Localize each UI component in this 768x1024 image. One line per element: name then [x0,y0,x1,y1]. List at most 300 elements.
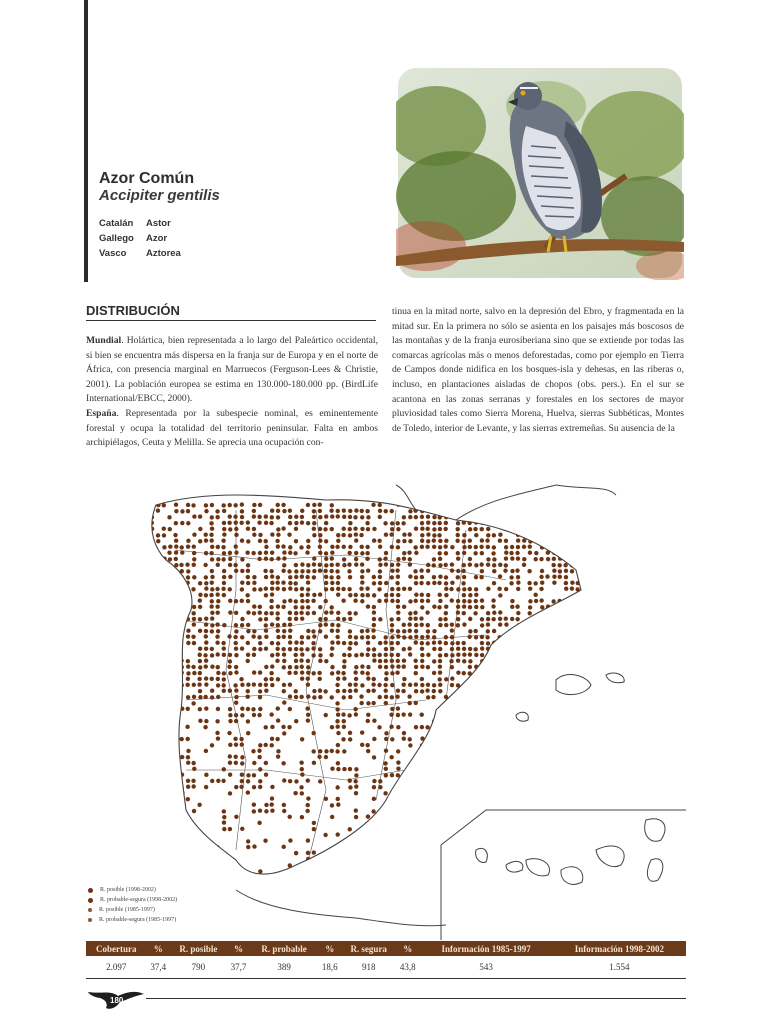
occurrence-dot [456,575,460,579]
occurrence-dot [575,617,579,621]
occurrence-dot [180,791,184,795]
occurrence-dot [269,677,273,681]
occurrence-dot [335,725,339,729]
occurrence-dot [474,730,478,734]
occurrence-dot [191,587,195,591]
occurrence-dot [168,700,172,704]
occurrence-dot [227,521,231,525]
occurrence-dot [426,653,430,657]
occurrence-dot [150,767,154,771]
occurrence-dot [162,605,166,609]
occurrence-dot [456,773,460,777]
occurrence-dot [221,641,225,645]
occurrence-dot [582,785,586,789]
occurrence-dot [420,755,424,759]
occurrence-dot [390,671,394,675]
occurrence-dot [258,779,262,783]
occurrence-dot [582,767,586,771]
occurrence-dot [353,598,357,602]
occurrence-dot [474,605,478,609]
occurrence-dot [576,671,580,675]
occurrence-dot [564,532,568,536]
occurrence-dot [402,659,406,663]
occurrence-dot [149,545,153,549]
occurrence-dot [384,695,388,699]
occurrence-dot [552,808,556,812]
occurrence-dot [168,731,172,735]
occurrence-dot [564,527,568,531]
occurrence-dot [366,749,370,753]
occurrence-dot [474,665,478,669]
occurrence-dot [318,695,322,699]
occurrence-dot [570,773,574,777]
occurrence-dot [498,539,502,543]
legend-item [88,885,177,895]
occurrence-dot [324,713,328,717]
occurrence-dot [390,599,394,603]
occurrence-dot [287,532,291,536]
occurrence-dot [432,521,436,525]
occurrence-dot [582,791,586,795]
paragraph-label: España [86,407,117,419]
occurrence-dot [354,562,358,566]
occurrence-dot [420,779,424,783]
occurrence-dot [270,557,274,561]
occurrence-dot [209,593,213,597]
occurrence-dot [288,617,292,621]
occurrence-dot [174,629,178,633]
occurrence-dot [174,557,178,561]
occurrence-dot [528,784,532,788]
occurrence-dot [275,616,279,620]
occurrence-dot [270,653,274,657]
occurrence-dot [192,809,196,813]
occurrence-dot [324,875,328,879]
occurrence-dot [480,617,484,621]
occurrence-dot [473,611,477,615]
legend-item [88,895,177,905]
occurrence-dot [348,641,352,645]
occurrence-dot [509,784,513,788]
table-row [86,956,686,979]
occurrence-dot [522,695,526,699]
occurrence-dot [552,557,556,561]
occurrence-dot [384,773,388,777]
occurrence-dot [426,695,430,699]
occurrence-dot [414,785,418,789]
occurrence-dot [252,761,256,765]
occurrence-dot [504,761,508,765]
occurrence-dot [246,682,250,686]
occurrence-dot [336,802,340,806]
occurrence-dot [312,761,316,765]
occurrence-dot [432,515,436,519]
occurrence-dot [468,737,472,741]
occurrence-dot [239,677,243,681]
occurrence-dot [317,755,321,759]
occurrence-dot [228,863,232,867]
occurrence-dot [569,767,573,771]
occurrence-dot [179,737,183,741]
occurrence-dot [534,527,538,531]
occurrence-dot [437,551,441,555]
occurrence-dot [269,599,273,603]
occurrence-dot [185,683,189,687]
occurrence-dot [179,629,183,633]
occurrence-dot [336,862,340,866]
occurrence-dot [150,773,154,777]
occurrence-dot [521,791,525,795]
occurrence-dot [228,791,232,795]
occurrence-dot [540,653,544,657]
occurrence-dot [372,797,376,801]
occurrence-dot [396,562,400,566]
occurrence-dot [510,635,514,639]
occurrence-dot [486,641,490,645]
occurrence-dot [306,592,310,596]
statistics-table [86,941,686,979]
occurrence-dot [420,725,424,729]
occurrence-dot [371,682,375,686]
occurrence-dot [360,743,364,747]
occurrence-dot [372,527,376,531]
occurrence-dot [455,539,459,543]
occurrence-dot [246,731,250,735]
occurrence-dot [545,527,549,531]
occurrence-dot [402,556,406,560]
occurrence-dot [341,671,345,675]
occurrence-dot [228,743,232,747]
occurrence-dot [408,652,412,656]
occurrence-dot [443,617,447,621]
occurrence-dot [281,526,285,530]
occurrence-dot [564,646,568,650]
occurrence-dot [534,532,538,536]
paragraph-espana [86,407,378,451]
occurrence-dot [533,581,537,585]
occurrence-dot [414,635,418,639]
occurrence-dot [240,617,244,621]
occurrence-dot [192,767,196,771]
occurrence-dot [306,796,310,800]
occurrence-dot [252,785,256,789]
occurrence-dot [378,839,382,843]
occurrence-dot [180,755,184,759]
occurrence-dot [402,731,406,735]
occurrence-dot [246,629,250,633]
occurrence-dot [570,515,574,519]
occurrence-dot [491,617,495,621]
occurrence-dot [246,581,250,585]
occurrence-dot [509,683,513,687]
occurrence-dot [366,676,370,680]
occurrence-dot [342,676,346,680]
occurrence-dot [203,563,207,567]
occurrence-dot [336,539,340,543]
occurrence-dot [467,599,471,603]
occurrence-dot [162,653,166,657]
occurrence-dot [173,833,177,837]
occurrence-dot [582,652,586,656]
occurrence-dot [432,545,436,549]
occurrence-dot [168,694,172,698]
occurrence-dot [540,569,544,573]
occurrence-dot [390,647,394,651]
occurrence-dot [408,875,412,879]
occurrence-dot [438,677,442,681]
occurrence-dot [534,623,538,627]
occurrence-dot [155,694,159,698]
occurrence-dot [174,725,178,729]
occurrence-dot [270,683,274,687]
occurrence-dot [246,790,250,794]
occurrence-dot [414,682,418,686]
occurrence-dot [282,778,286,782]
occurrence-dot [348,778,352,782]
occurrence-dot [336,587,340,591]
occurrence-dot [282,599,286,603]
occurrence-dot [305,809,309,813]
occurrence-dot [504,556,508,560]
occurrence-dot [222,551,226,555]
occurrence-dot [450,713,454,717]
occurrence-dot [420,689,424,693]
occurrence-dot [162,665,166,669]
occurrence-dot [204,532,208,536]
occurrence-dot [420,575,424,579]
occurrence-dot [258,743,262,747]
occurrence-dot [282,700,286,704]
occurrence-dot [348,545,352,549]
occurrence-dot [575,508,579,512]
occurrence-dot [456,724,460,728]
occurrence-dot [438,748,442,752]
occurrence-dot [180,550,184,554]
occurrence-dot [378,503,382,507]
occurrence-dot [300,641,304,645]
occurrence-dot [222,671,226,675]
occurrence-dot [377,725,381,729]
occurrence-dot [360,575,364,579]
occurrence-dot [522,557,526,561]
occurrence-dot [540,503,544,507]
occurrence-dot [516,670,520,674]
occurrence-dot [419,616,423,620]
occurrence-dot [395,827,399,831]
occurrence-dot [546,683,550,687]
occurrence-dot [312,503,316,507]
occurrence-dot [492,509,496,513]
occurrence-dot [498,742,502,746]
occurrence-dot [522,647,526,651]
occurrence-dot [186,641,190,645]
occurrence-dot [306,521,310,525]
occurrence-dot [306,503,310,507]
occurrence-dot [480,670,484,674]
occurrence-dot [150,629,154,633]
occurrence-dot [371,503,375,507]
occurrence-dot [210,616,214,620]
occurrence-dot [402,629,406,633]
occurrence-dot [414,581,418,585]
occurrence-dot [311,749,315,753]
occurrence-dot [294,527,298,531]
occurrence-dot [336,767,340,771]
occurrence-dot [264,521,268,525]
occurrence-dot [198,695,202,699]
occurrence-dot [317,671,321,675]
occurrence-dot [306,635,310,639]
occurrence-dot [270,586,274,590]
occurrence-dot [191,869,195,873]
occurrence-dot [545,713,549,717]
occurrence-dot [209,538,213,542]
occurrence-dot [294,695,298,699]
occurrence-dot [156,689,160,693]
occurrence-dot [318,677,322,681]
occurrence-dot [582,664,586,668]
occurrence-dot [582,803,586,807]
occurrence-dot [294,640,298,644]
occurrence-dot [257,755,261,759]
occurrence-dot [234,755,238,759]
occurrence-dot [534,845,538,849]
occurrence-dot [534,599,538,603]
occurrence-dot [497,773,501,777]
occurrence-dot [396,599,400,603]
occurrence-dot [197,845,201,849]
occurrence-dot [204,646,208,650]
occurrence-dot [180,845,184,849]
occurrence-dot [240,713,244,717]
occurrence-dot [305,706,309,710]
occurrence-dot [312,562,316,566]
occurrence-dot [576,695,580,699]
occurrence-dot [551,563,555,567]
occurrence-dot [366,665,370,669]
occurrence-dot [221,545,225,549]
occurrence-dot [167,635,171,639]
occurrence-dot [438,527,442,531]
occurrence-dot [473,527,477,531]
occurrence-dot [186,521,190,525]
occurrence-dot [575,550,579,554]
occurrence-dot [258,707,262,711]
occurrence-dot [221,587,225,591]
occurrence-dot [443,544,447,548]
occurrence-dot [149,677,153,681]
occurrence-dot [354,784,358,788]
occurrence-dot [342,725,346,729]
occurrence-dot [396,611,400,615]
occurrence-dot [480,514,484,518]
occurrence-dot [312,556,316,560]
occurrence-dot [462,545,466,549]
occurrence-dot [504,509,508,513]
occurrence-dot [330,629,334,633]
occurrence-dot [228,557,232,561]
occurrence-dot [288,707,292,711]
occurrence-dot [516,520,520,524]
occurrence-dot [480,653,484,657]
occurrence-dot [347,551,351,555]
occurrence-dot [504,665,508,669]
occurrence-dot [552,629,556,633]
occurrence-dot [408,701,412,705]
occurrence-dot [234,815,238,819]
occurrence-dot [569,652,573,656]
occurrence-dot [275,539,279,543]
occurrence-dot [426,581,430,585]
occurrence-dot [534,641,538,645]
occurrence-dot [149,569,153,573]
occurrence-dot [144,665,148,669]
occurrence-dot [372,718,376,722]
occurrence-dot [390,527,394,531]
occurrence-dot [222,575,226,579]
occurrence-dot [246,689,250,693]
occurrence-dot [522,725,526,729]
occurrence-dot [216,707,220,711]
occurrence-dot [258,539,262,543]
occurrence-dot [210,599,214,603]
occurrence-dot [414,629,418,633]
occurrence-dot [312,527,316,531]
occurrence-dot [575,532,579,536]
occurrence-dot [384,767,388,771]
occurrence-dot [497,587,501,591]
occurrence-dot [498,760,502,764]
occurrence-dot [318,533,322,537]
occurrence-dot [173,671,177,675]
occurrence-dot [186,604,190,608]
occurrence-dot [396,587,400,591]
occurrence-dot [270,743,274,747]
occurrence-dot [191,761,195,765]
occurrence-dot [185,562,189,566]
occurrence-dot [492,671,496,675]
occurrence-dot [366,515,370,519]
occurrence-dot [221,503,225,507]
occurrence-dot [221,557,225,561]
occurrence-dot [269,605,273,609]
occurrence-dot [414,640,418,644]
occurrence-dot [522,545,526,549]
occurrence-dot [384,731,388,735]
section-rule [86,320,376,321]
occurrence-dot [312,821,316,825]
occurrence-dot [509,641,513,645]
occurrence-dot [168,586,172,590]
occurrence-dot [515,628,519,632]
occurrence-dot [456,784,460,788]
occurrence-dot [156,683,160,687]
occurrence-dot [360,551,364,555]
occurrence-dot [312,509,316,513]
occurrence-dot [162,635,166,639]
occurrence-dot [365,586,369,590]
occurrence-dot [246,773,250,777]
occurrence-dot [204,875,208,879]
occurrence-dot [396,725,400,729]
occurrence-dot [546,622,550,626]
occurrence-dot [192,557,196,561]
occurrence-dot [204,676,208,680]
occurrence-dot [557,784,561,788]
occurrence-dot [335,683,339,687]
occurrence-dot [258,670,262,674]
occurrence-dot [390,593,394,597]
